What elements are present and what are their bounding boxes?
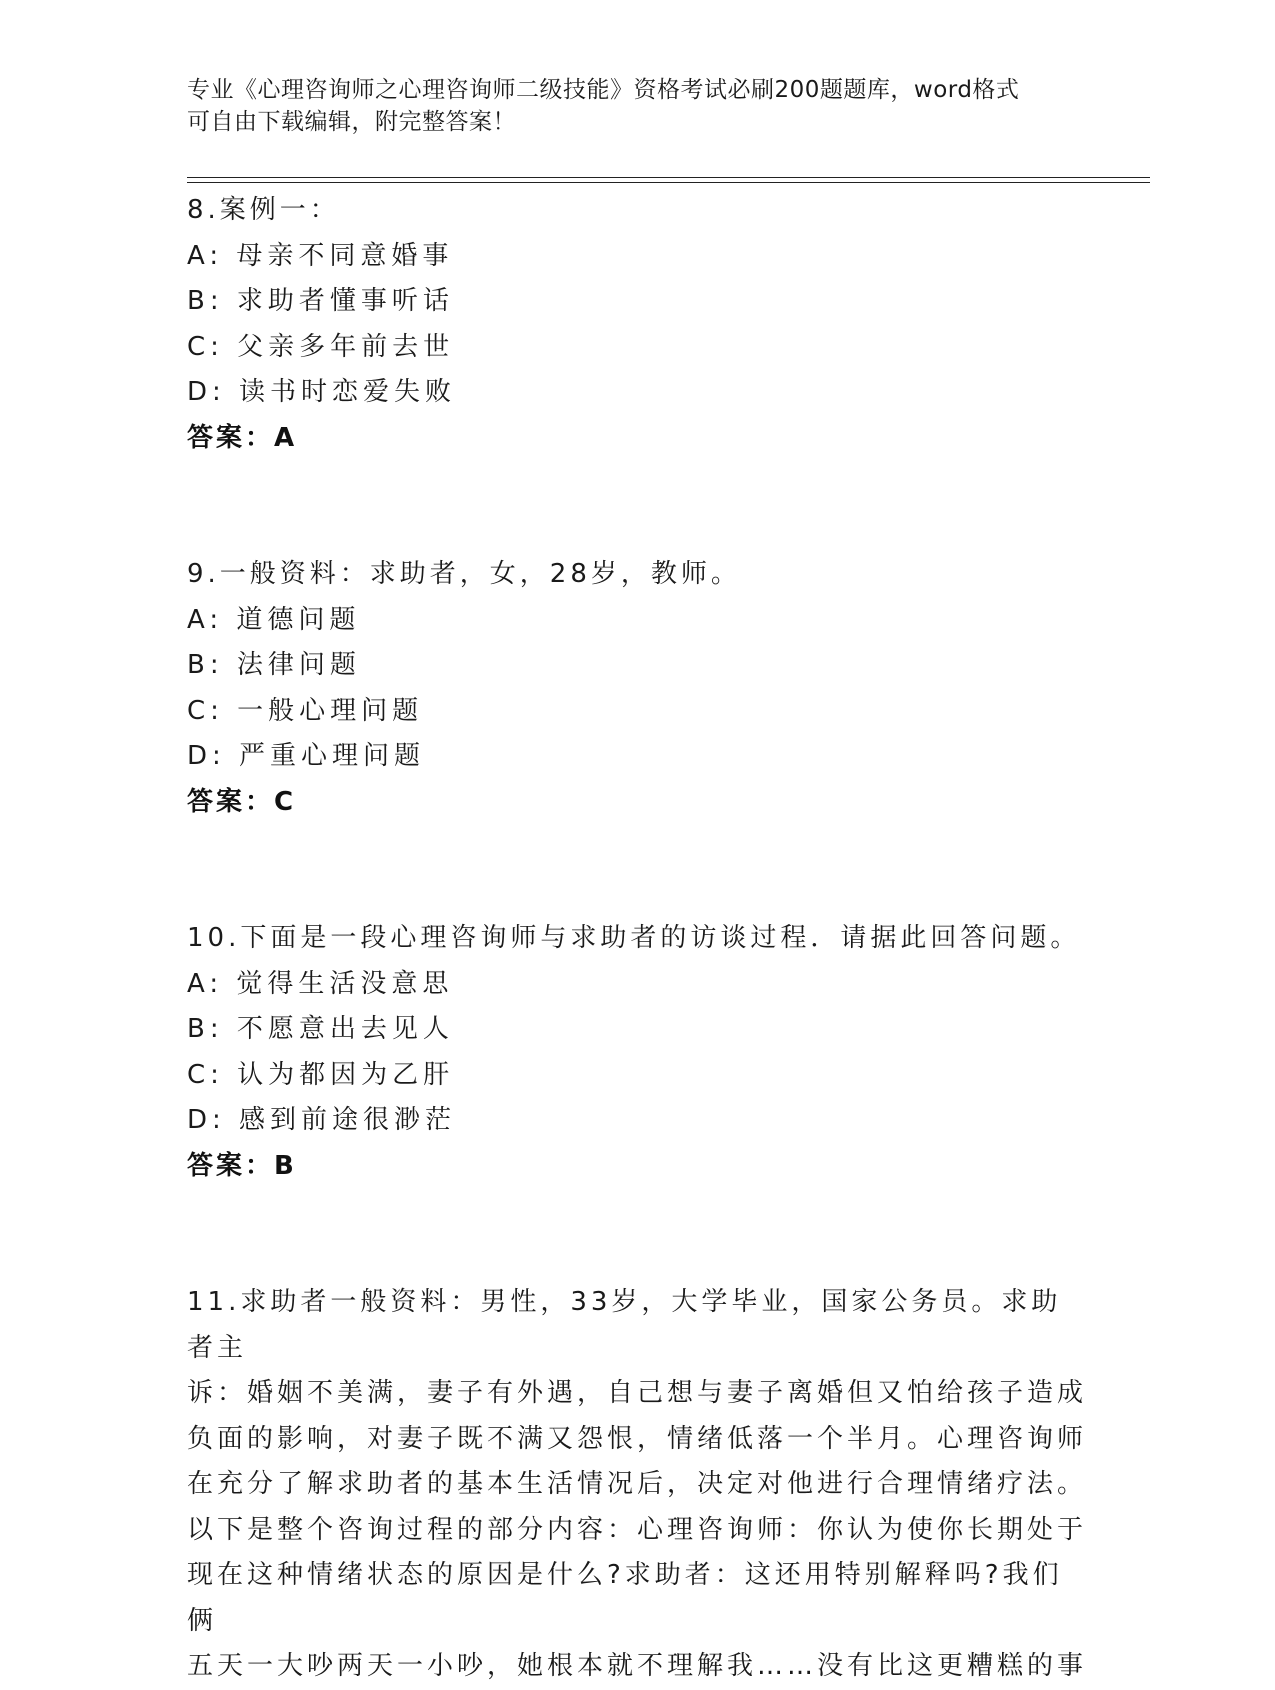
question-10 bbox=[187, 916, 1087, 1189]
answer-label: 答案：B bbox=[187, 1150, 297, 1181]
question-stem-line-3: 负面的影响，对妻子既不满又怨恨，情绪低落一个半月。心理咨询师 bbox=[187, 1423, 1088, 1454]
question-8 bbox=[187, 188, 1087, 461]
option-c: C: 认为都因为乙肝 bbox=[187, 1059, 455, 1090]
question-9 bbox=[187, 552, 1087, 825]
document-header bbox=[187, 74, 1067, 138]
question-stem-line-6: 现在这种情绪状态的原因是什么?求助者：这还用特别解释吗?我们俩 bbox=[187, 1560, 1063, 1636]
option-d: D: 严重心理问题 bbox=[187, 741, 426, 771]
option-a: A: 道德问题 bbox=[187, 604, 361, 635]
answer-label: 答案：A bbox=[187, 422, 298, 453]
question-11 bbox=[187, 1280, 1087, 1690]
question-spacer bbox=[187, 1189, 1087, 1280]
question-stem-line-5: 以下是整个咨询过程的部分内容：心理咨询师：你认为使你长期处于 bbox=[187, 1514, 1088, 1545]
header-divider-bottom bbox=[187, 182, 1150, 183]
header-divider-top bbox=[187, 177, 1150, 178]
option-d: D: 读书时恋爱失败 bbox=[187, 377, 457, 407]
header-line-1: 专业《心理咨询师之心理咨询师二级技能》资格考试必刷200题题库，word格式 bbox=[187, 77, 1020, 103]
option-b: B: 法律问题 bbox=[187, 650, 361, 680]
option-b: B: 求助者懂事听话 bbox=[187, 286, 454, 316]
option-a: A: 觉得生活没意思 bbox=[187, 968, 454, 999]
option-c: C: 一般心理问题 bbox=[187, 695, 424, 726]
question-stem-line-7: 五天一大吵两天一小吵，她根本就不理解我……没有比这更糟糕的事 bbox=[187, 1651, 1088, 1681]
option-c: C: 父亲多年前去世 bbox=[187, 331, 455, 362]
question-spacer bbox=[187, 825, 1087, 916]
question-spacer bbox=[187, 461, 1087, 552]
question-stem-line-2: 诉：婚姻不美满，妻子有外遇，自己想与妻子离婚但又怕给孩子造成 bbox=[187, 1378, 1088, 1408]
option-d: D: 感到前途很渺茫 bbox=[187, 1105, 457, 1135]
option-a: A: 母亲不同意婚事 bbox=[187, 240, 454, 271]
question-stem: 10.下面是一段心理咨询师与求助者的访谈过程．请据此回答问题。 bbox=[187, 923, 1081, 953]
question-stem: 8.案例一： bbox=[187, 195, 340, 225]
option-b: B: 不愿意出去见人 bbox=[187, 1014, 454, 1044]
header-line-2: 可自由下载编辑，附完整答案！ bbox=[187, 109, 516, 135]
question-list bbox=[187, 188, 1087, 1690]
question-stem: 9.一般资料：求助者，女，28岁，教师。 bbox=[187, 559, 741, 589]
answer-label: 答案：C bbox=[187, 786, 297, 817]
question-stem-line-1: 11.求助者一般资料：男性，33岁，大学毕业，国家公务员。求助者主 bbox=[187, 1287, 1062, 1363]
question-stem-line-4: 在充分了解求助者的基本生活情况后，决定对他进行合理情绪疗法。 bbox=[187, 1469, 1088, 1499]
